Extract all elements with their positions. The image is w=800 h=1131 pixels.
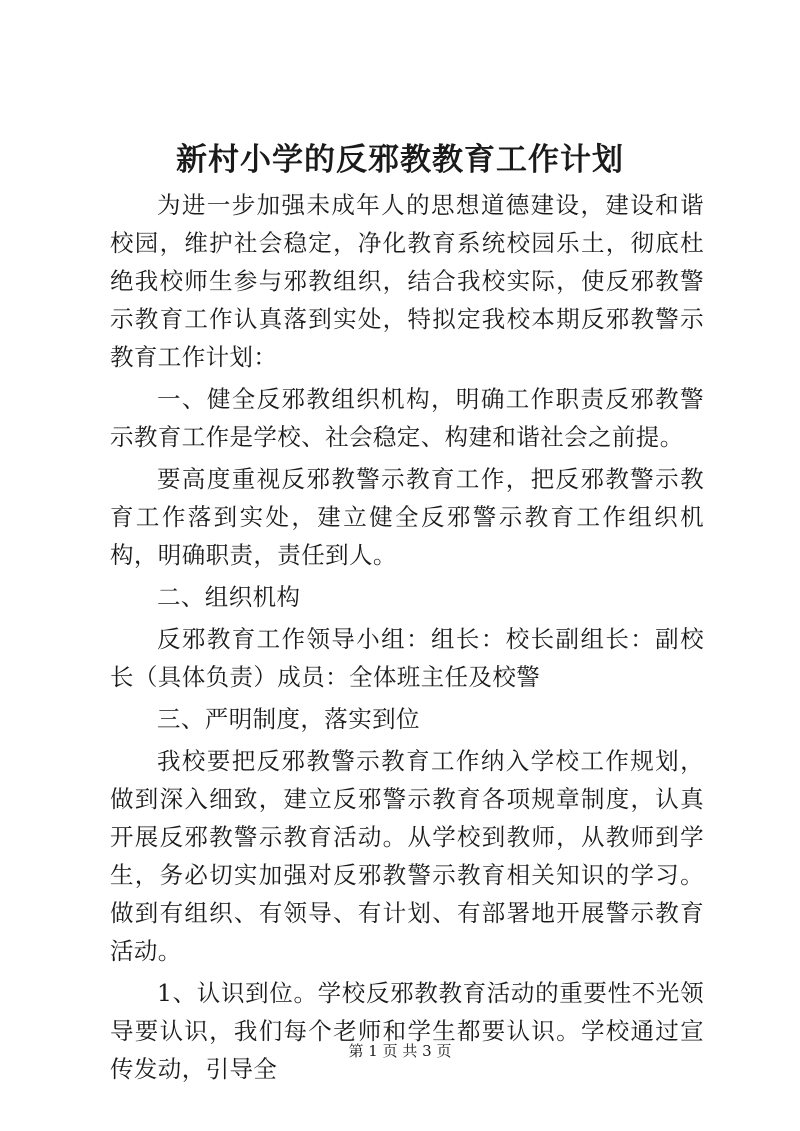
document-title: 新村小学的反邪教教育工作计划: [176, 142, 624, 178]
paragraph-section-3-heading: 三、严明制度，落实到位: [157, 705, 420, 733]
paragraph-section-1-body: 要高度重视反邪教警示教育工作，把反邪教警示教育工作落到实处，建立健全反邪警示教育工作组织机构，明确职责，责任到人。: [110, 465, 704, 569]
paragraph-section-1-heading: 一、健全反邪教组织机构，明确工作职责反邪教警示教育工作是学校、社会稳定、构建和谐社会之前提。: [110, 385, 704, 451]
paragraph-item-1: 1、认识到位。学校反邪教教育活动的重要性不光领导要认识，我们每个老师和学生都要认识。学校通过宣传发动，引导全: [110, 979, 704, 1083]
paragraph-intro: 为进一步加强未成年人的思想道德建设，建设和谐校园，维护社会稳定，净化教育系统校园乐土，彻底杜绝我校师生参与邪教组织，结合我校实际，使反邪教警示教育工作认真落到实处，特拟定我校本期反邪教警示教育工作计划：: [110, 191, 704, 371]
page-number-footer: 第 1 页 共 3 页: [348, 1042, 452, 1060]
paragraph-section-2-heading: 二、组织机构: [157, 583, 301, 611]
paragraph-section-2-body: 反邪教育工作领导小组：组长：校长副组长：副校长（具体负责）成员：全体班主任及校警: [110, 625, 704, 691]
document-body: [110, 186, 704, 1092]
paragraph-section-3-body: 我校要把反邪教警示教育工作纳入学校工作规划，做到深入细致，建立反邪警示教育各项规章制度，认真开展反邪教警示教育活动。从学校到教师，从教师到学生，务必切实加强对反邪教警示教育相关知识的学习。做到有组织、有领导、有计划、有部署地开展警示教育活动。: [110, 747, 704, 965]
